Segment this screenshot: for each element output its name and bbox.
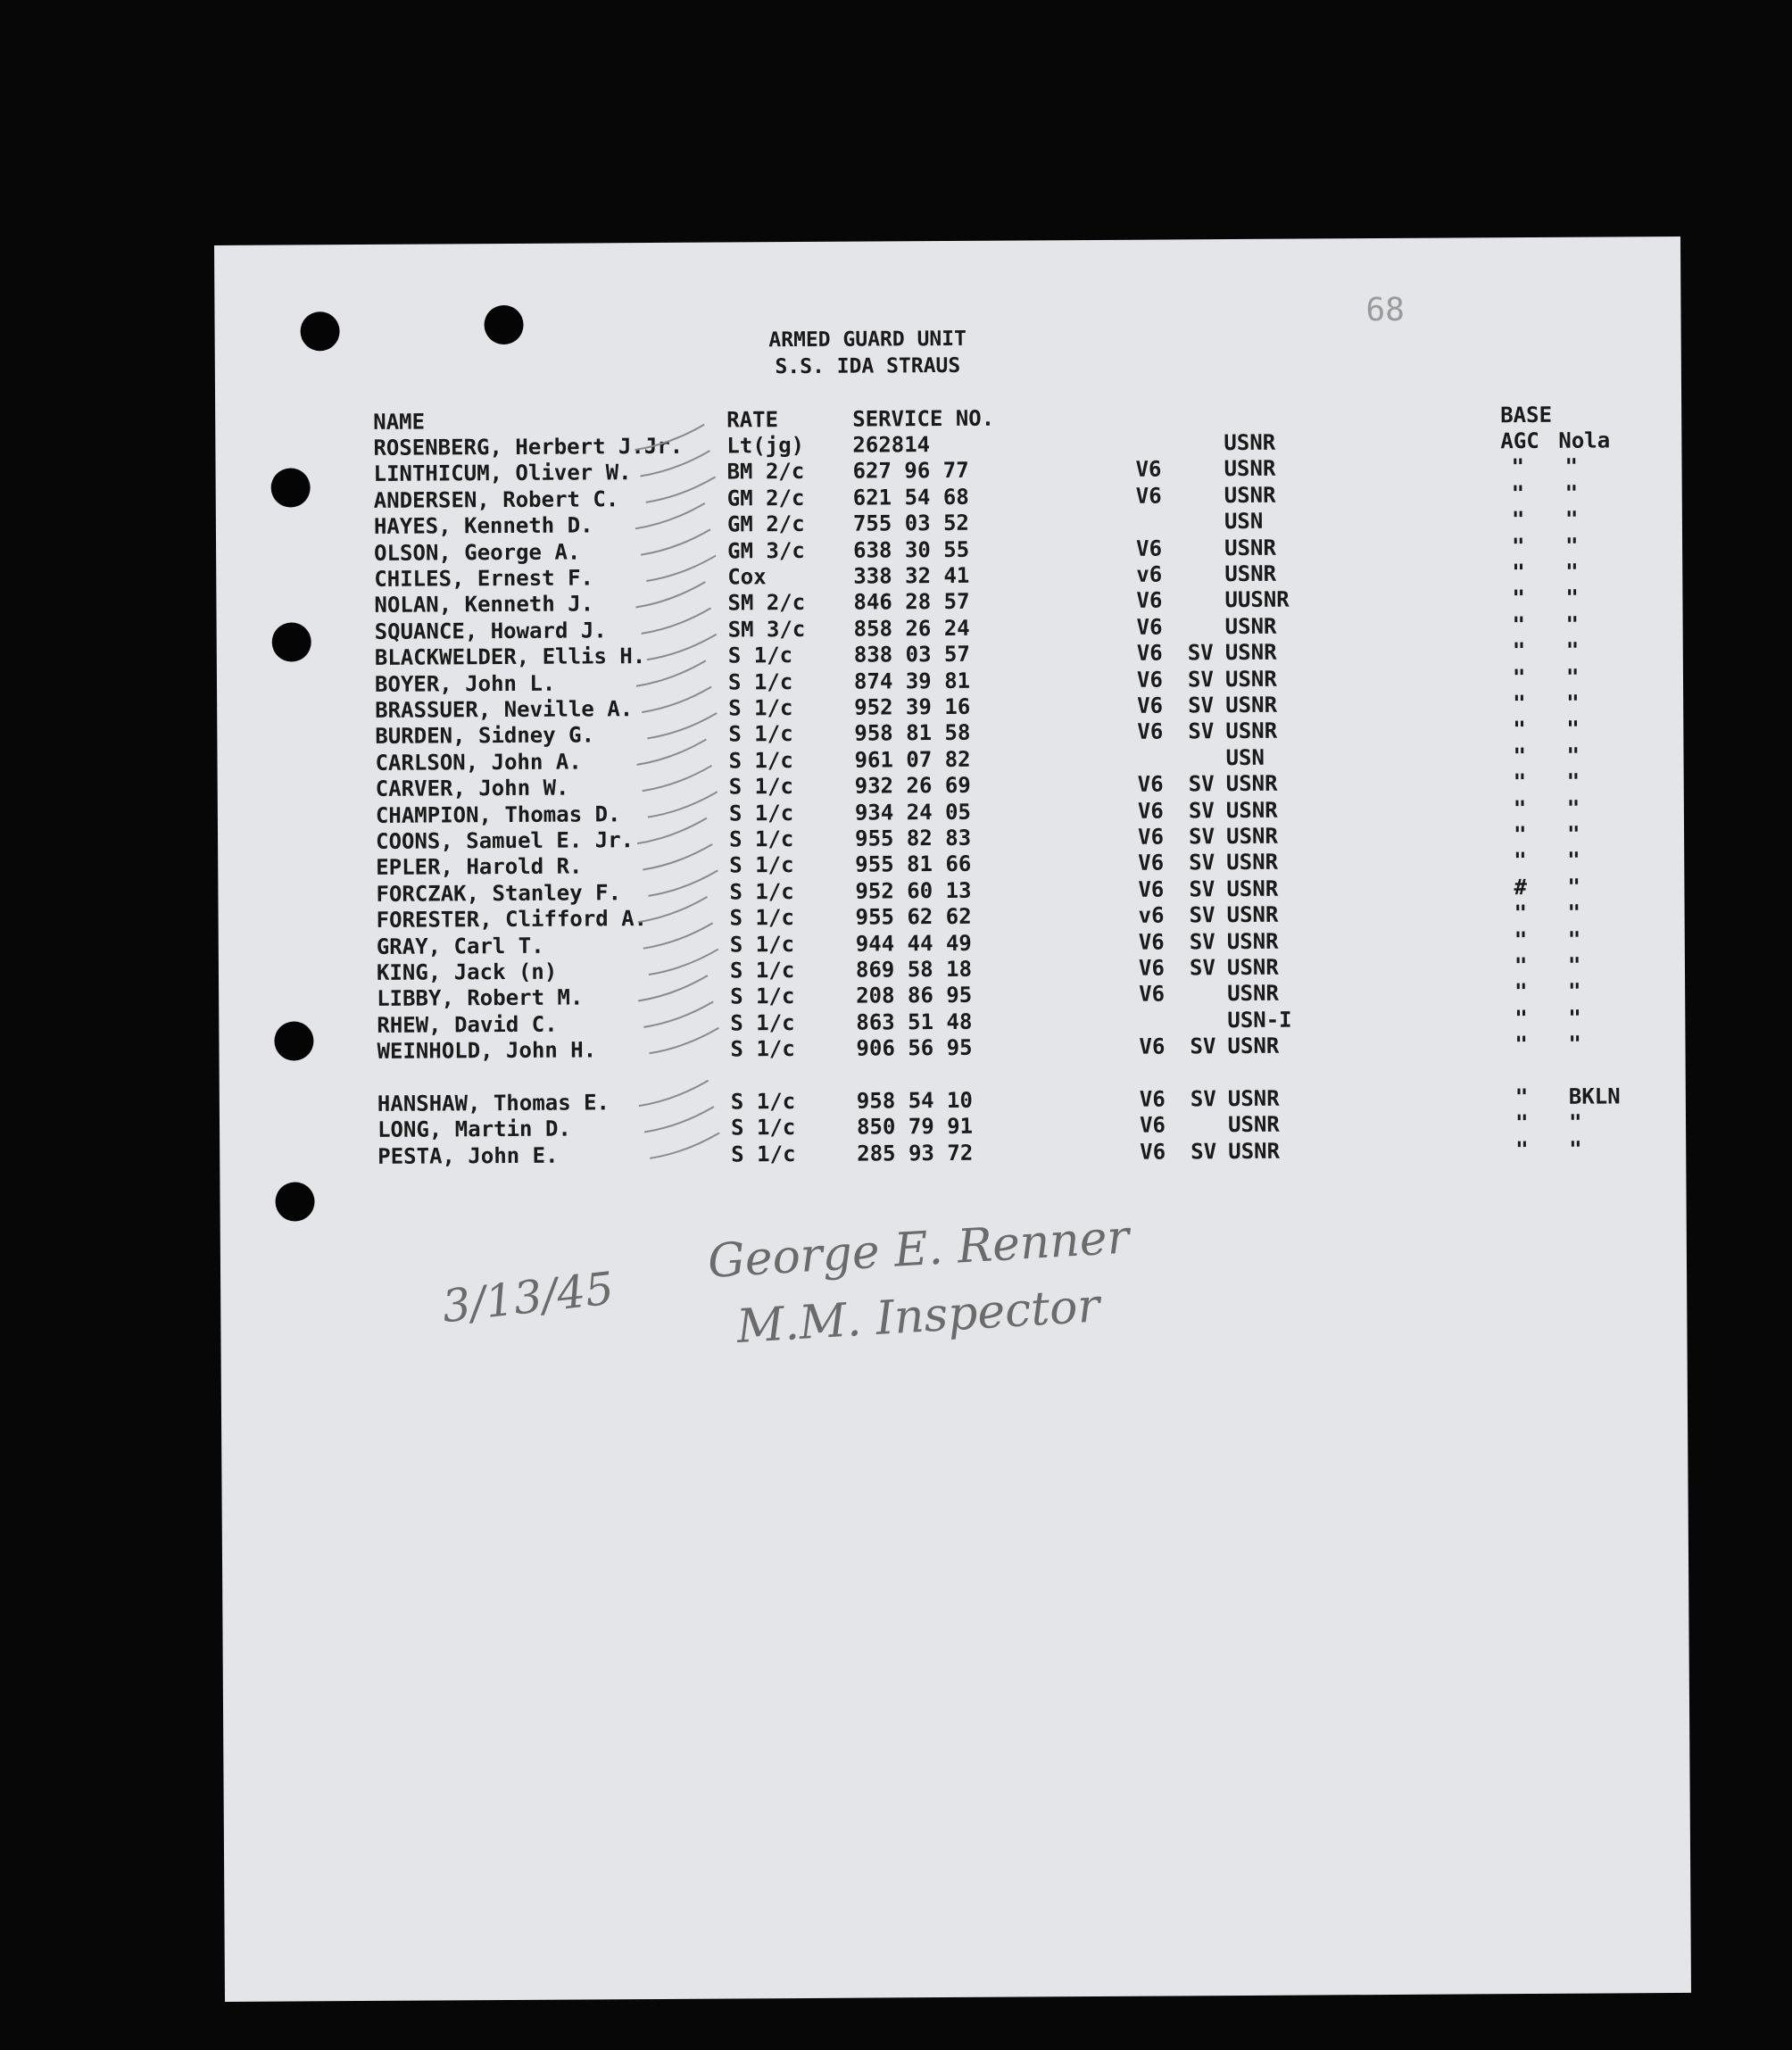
roster-rate: S 1/c — [727, 643, 793, 668]
roster-base-nola: " — [1565, 585, 1579, 611]
column-header-nola: Nola — [1558, 427, 1611, 453]
roster-v6-class: V6 — [1137, 771, 1164, 797]
roster-rate: S 1/c — [729, 852, 794, 878]
roster-service-no: 934 24 05 — [854, 799, 972, 826]
roster-sv-class: SV — [1189, 955, 1215, 981]
roster-service-no: 874 39 81 — [853, 668, 971, 694]
roster-base-nola: " — [1566, 768, 1580, 794]
roster-service-no: 838 03 57 — [853, 642, 970, 668]
roster-base-agc: " — [1511, 507, 1525, 533]
roster-rate: GM 2/c — [726, 485, 805, 511]
roster-sv-class: SV — [1188, 718, 1215, 744]
document-subtitle: S.S. IDA STRAUS — [775, 353, 961, 379]
roster-v6-class: V6 — [1139, 1033, 1166, 1059]
roster-rate: S 1/c — [730, 1115, 796, 1141]
roster-name: CARLSON, John A. — [375, 749, 582, 776]
roster-branch: UUSNR — [1224, 587, 1290, 613]
roster-base-nola: " — [1568, 1110, 1582, 1136]
roster-name: COONS, Samuel E. Jr. — [375, 827, 635, 854]
roster-rate: BM 2/c — [726, 459, 805, 485]
roster-v6-class: V6 — [1136, 640, 1163, 666]
roster-base-agc: " — [1514, 1110, 1529, 1136]
roster-base-agc: " — [1513, 822, 1527, 848]
roster-name: GRAY, Carl T. — [376, 933, 544, 959]
roster-rate: S 1/c — [729, 905, 794, 931]
column-header-base: BASE — [1500, 402, 1553, 428]
roster-sv-class: SV — [1190, 1033, 1216, 1059]
roster-rate: GM 3/c — [727, 537, 805, 564]
roster-name: CHILES, Ernest F. — [374, 565, 594, 592]
roster-base-agc: " — [1511, 480, 1525, 506]
roster-sv-class: SV — [1188, 824, 1215, 850]
roster-name: BOYER, John L. — [374, 670, 556, 697]
roster-base-nola: " — [1567, 952, 1581, 978]
roster-v6-class: V6 — [1136, 535, 1163, 561]
roster-base-nola: " — [1567, 926, 1581, 952]
roster-v6-class: V6 — [1136, 614, 1163, 640]
roster-base-nola: " — [1564, 533, 1579, 559]
roster-v6-class: V6 — [1135, 483, 1162, 509]
roster-name: WEINHOLD, John H. — [377, 1037, 597, 1065]
table-row — [220, 1138, 1686, 1173]
roster-v6-class: V6 — [1139, 1086, 1166, 1112]
roster-service-no: 958 54 10 — [856, 1087, 973, 1114]
roster-base-nola: " — [1568, 1031, 1582, 1057]
roster-rate: S 1/c — [728, 826, 794, 852]
roster-service-no: 955 81 66 — [855, 851, 972, 878]
roster-v6-class: V6 — [1137, 798, 1164, 824]
roster-branch: USNR — [1225, 823, 1278, 850]
roster-base-agc: " — [1512, 611, 1526, 637]
roster-branch: USN — [1225, 744, 1265, 770]
roster-name: OLSON, George A. — [374, 539, 581, 566]
page-number: 68 — [1365, 291, 1405, 329]
roster-base-nola: " — [1566, 690, 1580, 716]
roster-v6-class: V6 — [1137, 824, 1165, 850]
document-sheet — [214, 237, 1691, 2002]
roster-service-no: 869 58 18 — [855, 956, 973, 983]
roster-base-nola: " — [1565, 637, 1580, 663]
roster-service-no: 958 81 58 — [854, 720, 971, 747]
roster-name: CHAMPION, Thomas D. — [375, 801, 621, 828]
roster-rate: S 1/c — [729, 931, 795, 958]
roster-branch: USNR — [1224, 666, 1277, 692]
roster-name: EPLER, Harold R. — [376, 853, 583, 881]
roster-sv-class: SV — [1189, 902, 1215, 928]
handwritten-signature: George E. Renner — [706, 1210, 1131, 1289]
roster-branch: USNR — [1225, 797, 1278, 823]
handwritten-signature-title: M.M. Inspector — [734, 1279, 1101, 1355]
roster-service-no: 955 62 62 — [855, 904, 972, 930]
roster-rate: S 1/c — [730, 1036, 795, 1062]
roster-base-nola: " — [1568, 979, 1581, 1005]
roster-name: ROSENBERG, Herbert J.Jr. — [373, 433, 684, 461]
roster-name: RHEW, David C. — [377, 1011, 558, 1038]
roster-base-agc: " — [1512, 585, 1525, 611]
roster-branch: USNR — [1227, 1033, 1280, 1059]
roster-base-agc: " — [1514, 901, 1528, 926]
roster-base-agc: " — [1514, 979, 1528, 1005]
roster-v6-class: V6 — [1136, 667, 1163, 693]
roster-base-agc: " — [1515, 1136, 1529, 1162]
roster-base-nola: " — [1568, 1005, 1581, 1031]
roster-service-no: 952 39 16 — [854, 693, 971, 720]
roster-rate: S 1/c — [729, 878, 794, 905]
roster-service-no: 338 32 41 — [853, 562, 970, 589]
roster-service-no: 850 79 91 — [856, 1114, 974, 1141]
roster-base-agc: " — [1514, 926, 1528, 952]
roster-base-agc: " — [1513, 795, 1527, 821]
roster-name: SQUANCE, Howard J. — [374, 618, 607, 644]
roster-sv-class: SV — [1188, 797, 1215, 823]
roster-name: FORCZAK, Stanley F. — [376, 880, 622, 907]
roster-base-nola: " — [1565, 611, 1580, 637]
roster-rate: SM 2/c — [727, 590, 806, 616]
roster-service-no: 858 26 24 — [853, 615, 970, 642]
roster-base-agc: " — [1513, 743, 1527, 768]
roster-branch: USNR — [1225, 718, 1278, 744]
roster-service-no: 262814 — [852, 432, 931, 458]
roster-base-nola: " — [1567, 848, 1580, 874]
roster-branch: USNR — [1227, 981, 1280, 1007]
roster-v6-class: V6 — [1138, 955, 1165, 981]
roster-sv-class: SV — [1187, 666, 1214, 692]
roster-base-nola: " — [1566, 717, 1580, 743]
roster-branch: USNR — [1224, 535, 1276, 560]
roster-service-no: 932 26 69 — [854, 773, 971, 799]
roster-service-no: 906 56 95 — [856, 1035, 973, 1061]
roster-base-nola: " — [1569, 1136, 1582, 1162]
roster-rate: S 1/c — [728, 800, 794, 826]
roster-v6-class: V6 — [1135, 456, 1162, 483]
roster-rate: S 1/c — [728, 695, 793, 721]
roster-service-no: 208 86 95 — [856, 983, 973, 1009]
roster-sv-class: SV — [1187, 640, 1214, 666]
roster-v6-class: V6 — [1139, 981, 1166, 1008]
roster-base-nola: " — [1565, 559, 1579, 585]
roster-base-nola: " — [1566, 821, 1580, 847]
roster-base-agc: " — [1513, 717, 1526, 743]
column-header-rate: RATE — [726, 407, 779, 433]
roster-sv-class: SV — [1188, 693, 1215, 718]
table-row — [219, 1033, 1685, 1067]
roster-service-no: 638 30 55 — [853, 536, 970, 563]
roster-service-no: 755 03 52 — [852, 510, 970, 536]
roster-v6-class: V6 — [1139, 1112, 1166, 1139]
document-title: ARMED GUARD UNIT — [768, 327, 967, 353]
roster-name: CARVER, John W. — [375, 775, 569, 802]
roster-base-agc: " — [1514, 1005, 1528, 1031]
roster-rate: S 1/c — [730, 984, 795, 1009]
roster-base-agc: " — [1512, 560, 1525, 585]
roster-rate: S 1/c — [730, 1089, 796, 1115]
column-header-agc: AGC — [1500, 427, 1539, 454]
roster-branch: USNR — [1226, 954, 1279, 981]
roster-name: HAYES, Kenneth D. — [373, 512, 593, 540]
roster-branch: USNR — [1224, 639, 1277, 666]
roster-rate: S 1/c — [731, 1141, 796, 1167]
roster-branch: USNR — [1224, 456, 1276, 482]
roster-v6-class: V6 — [1138, 929, 1165, 955]
roster-v6-class: V6 — [1137, 693, 1164, 718]
roster-branch: USNR — [1228, 1138, 1281, 1164]
roster-rate: S 1/c — [727, 668, 793, 695]
roster-service-no: 952 60 13 — [855, 877, 972, 904]
roster-sv-class: SV — [1188, 771, 1215, 797]
roster-base-nola: " — [1566, 743, 1580, 768]
roster-base-agc: " — [1511, 533, 1525, 559]
roster-base-agc: # — [1514, 874, 1527, 900]
roster-rate: GM 2/c — [726, 511, 805, 537]
roster-v6-class: V6 — [1136, 587, 1163, 614]
roster-v6-class: v6 — [1138, 902, 1165, 928]
roster-service-no: 621 54 68 — [852, 484, 969, 510]
roster-name: NOLAN, Kenneth J. — [374, 591, 594, 618]
roster-base-agc: " — [1514, 1032, 1529, 1058]
roster-branch: USNR — [1226, 876, 1279, 901]
roster-rate: S 1/c — [730, 1009, 795, 1036]
roster-branch: USNR — [1226, 850, 1279, 876]
roster-name: BURDEN, Sidney G. — [375, 722, 595, 750]
roster-branch: USNR — [1226, 901, 1279, 928]
roster-base-nola: " — [1566, 795, 1580, 821]
roster-base-agc: " — [1512, 638, 1526, 664]
roster-name: FORESTER, Clifford A. — [376, 906, 648, 934]
roster-branch: USNR — [1227, 1112, 1280, 1138]
roster-rate: S 1/c — [728, 747, 793, 774]
roster-base-nola: " — [1567, 900, 1581, 925]
roster-name: ANDERSEN, Robert C. — [373, 486, 619, 513]
roster-base-agc: " — [1512, 664, 1526, 690]
roster-name: KING, Jack (n) — [376, 959, 558, 985]
roster-base-nola: " — [1564, 480, 1579, 506]
roster-sv-class: SV — [1190, 1086, 1216, 1112]
column-header-service-no: SERVICE NO. — [852, 405, 995, 432]
roster-service-no: 627 96 77 — [852, 458, 969, 485]
roster-branch: USN-I — [1227, 1007, 1292, 1033]
roster-branch: USNR — [1224, 482, 1276, 508]
roster-base-nola: BKLN — [1568, 1083, 1621, 1109]
roster-name: BRASSUER, Neville A. — [375, 696, 634, 723]
roster-sv-class: SV — [1189, 928, 1215, 954]
roster-sv-class: SV — [1189, 850, 1215, 876]
roster-name: BLACKWELDER, Ellis H. — [374, 643, 646, 671]
roster-service-no: 955 82 83 — [854, 825, 972, 851]
roster-branch: USNR — [1225, 770, 1278, 797]
roster-base-agc: " — [1513, 691, 1526, 717]
roster-v6-class: V6 — [1138, 876, 1165, 902]
roster-branch: USNR — [1226, 928, 1279, 954]
roster-service-no: 846 28 57 — [853, 589, 970, 616]
roster-rate: S 1/c — [728, 721, 793, 747]
roster-rate: Lt(jg) — [726, 432, 805, 459]
roster-v6-class: V6 — [1137, 718, 1164, 745]
roster-rate: S 1/c — [729, 958, 795, 984]
roster-service-no: 285 93 72 — [857, 1140, 974, 1166]
roster-sv-class: SV — [1189, 876, 1215, 902]
roster-base-nola: " — [1564, 454, 1579, 480]
roster-branch: USNR — [1224, 613, 1277, 639]
roster-v6-class: V6 — [1138, 850, 1165, 876]
roster-base-nola: " — [1564, 506, 1579, 532]
roster-service-no: 961 07 82 — [854, 746, 971, 773]
roster-base-nola: " — [1567, 874, 1580, 900]
roster-name: PESTA, John E. — [377, 1142, 559, 1169]
roster-v6-class: v6 — [1136, 561, 1163, 587]
roster-branch: USNR — [1224, 560, 1277, 587]
roster-base-agc: " — [1513, 769, 1527, 795]
punch-hole — [275, 1182, 314, 1221]
handwritten-date: 3/13/45 — [439, 1262, 617, 1333]
roster-sv-class: SV — [1191, 1138, 1217, 1165]
roster-name: LONG, Martin D. — [377, 1116, 571, 1143]
roster-base-agc: " — [1514, 1084, 1529, 1110]
roster-service-no: 863 51 48 — [856, 1008, 973, 1035]
roster-branch: USNR — [1227, 1085, 1280, 1112]
column-header-name: NAME — [373, 409, 426, 435]
roster-rate: SM 3/c — [727, 616, 806, 643]
roster-rate: Cox — [727, 564, 767, 590]
roster-service-no: 944 44 49 — [855, 930, 972, 957]
roster-branch: USNR — [1224, 429, 1276, 456]
roster-name: HANSHAW, Thomas E. — [377, 1090, 610, 1116]
roster-name: LIBBY, Robert M. — [377, 984, 584, 1012]
roster-base-agc: " — [1514, 953, 1528, 979]
roster-base-nola: " — [1565, 664, 1580, 690]
roster-branch: USN — [1224, 509, 1264, 535]
roster-base-agc: " — [1511, 454, 1525, 480]
roster-name: LINTHICUM, Oliver W. — [373, 460, 632, 487]
roster-branch: USNR — [1225, 692, 1278, 718]
roster-base-agc: " — [1514, 848, 1527, 874]
roster-rate: S 1/c — [728, 774, 794, 800]
roster-v6-class: V6 — [1140, 1139, 1166, 1165]
